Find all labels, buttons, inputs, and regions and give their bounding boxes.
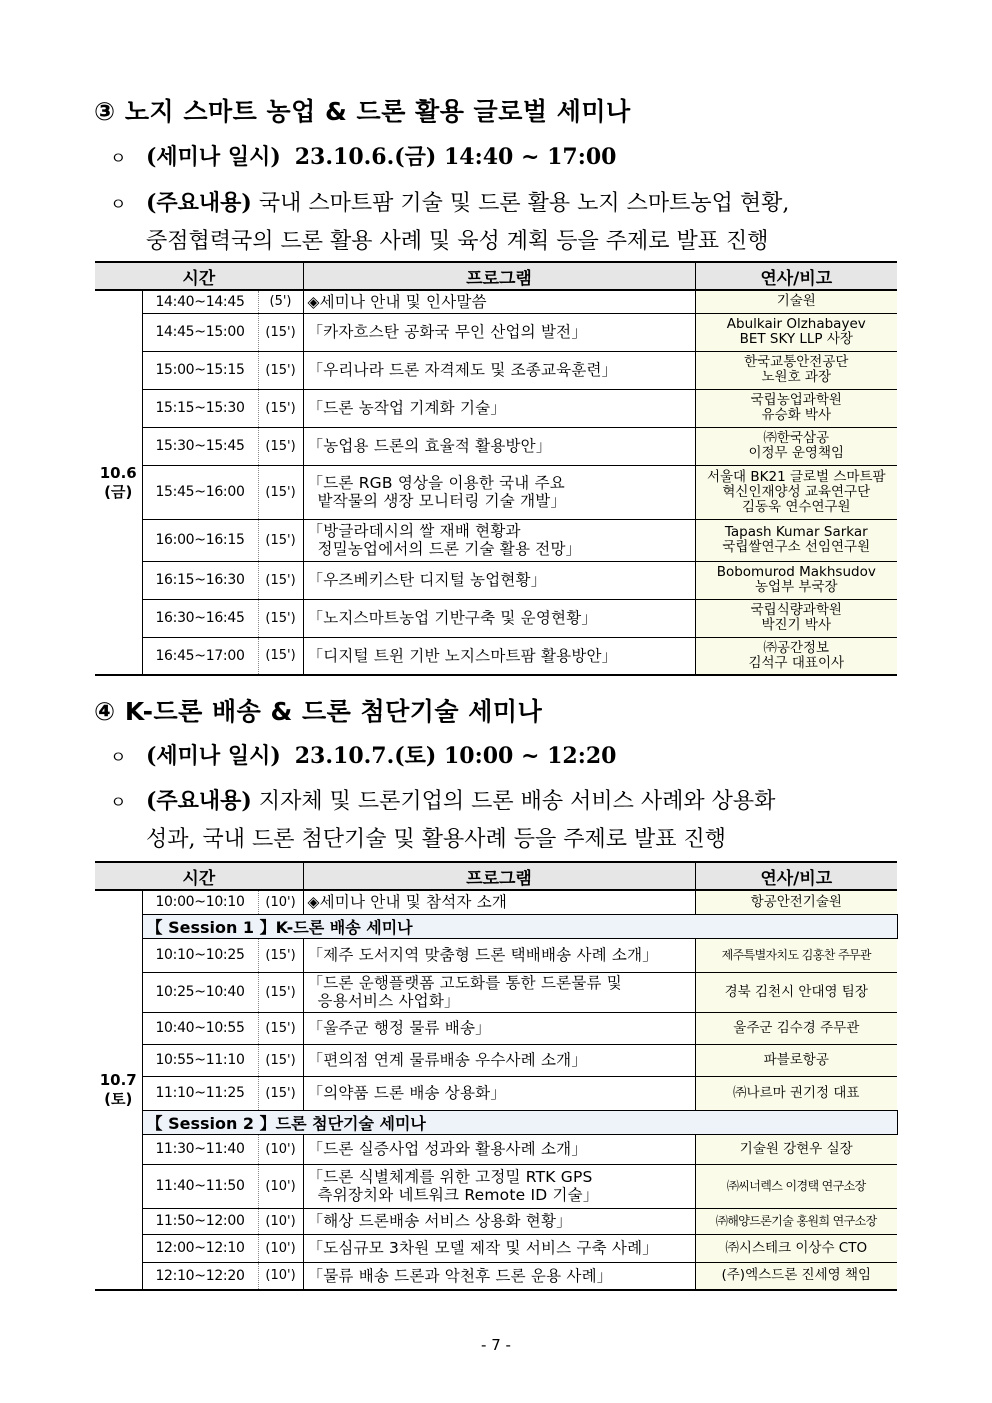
duration-cell: (15') (258, 427, 303, 465)
speaker-cell (695, 1208, 897, 1234)
table-row (95, 313, 897, 351)
speaker-line: 박진기 박사 (761, 617, 832, 633)
program-title-line: 「드론 농작업 기계화 기술」 (307, 399, 507, 417)
bullet-mark: ㅇ (110, 793, 127, 813)
time-cell: 10:00~10:10 (142, 890, 258, 914)
program-title-line: ◈세미나 안내 및 인사말씀 (307, 292, 487, 311)
table-row (95, 890, 897, 914)
time-cell: 11:40~11:50 (142, 1164, 258, 1208)
program-title-line: 밭작물의 생장 모니터링 기술 개발」 (317, 492, 567, 510)
duration-cell: (10') (258, 1134, 303, 1164)
program-title-line: 「편의점 연계 물류배송 우수사례 소개」 (307, 1051, 588, 1069)
program-title-line: 「해상 드론배송 서비스 상용화 현황」 (307, 1212, 572, 1230)
session-title: 【 Session 2 】드론 첨단기술 세미나 (142, 1110, 897, 1134)
time-cell: 12:10~12:20 (142, 1262, 258, 1290)
speaker-cell (695, 519, 897, 561)
program-title-line: 측위장치와 네트워크 Remote ID 기술」 (317, 1186, 599, 1204)
speaker-line: 기술원 강현우 실장 (739, 1140, 853, 1157)
header-speaker: 연사/비고 (695, 862, 897, 890)
time-cell: 11:50~12:00 (142, 1208, 258, 1234)
speaker-line: Tapash Kumar Sarkar (724, 524, 868, 540)
program-title-cell (303, 561, 695, 599)
duration-cell: (15') (258, 972, 303, 1012)
duration-cell: (10') (258, 1262, 303, 1290)
session-title: 【 Session 1 】K-드론 배송 세미나 (142, 914, 897, 938)
program-title-line: ◈세미나 안내 및 참석자 소개 (307, 893, 508, 912)
program-title-cell (303, 313, 695, 351)
table-row (95, 1164, 897, 1208)
time-cell: 10:55~11:10 (142, 1044, 258, 1076)
speaker-cell (695, 1164, 897, 1208)
program-title-line: 「드론 운행플랫폼 고도화를 통한 드론물류 및 (307, 974, 622, 992)
speaker-line: ㈜씨너렉스 이경택 연구소장 (726, 1178, 866, 1193)
section3-program-table (95, 261, 897, 676)
duration-cell: (5') (258, 290, 303, 313)
speaker-line: 혁신인재양성 교육연구단 (722, 483, 871, 500)
program-title-cell (303, 465, 695, 519)
speaker-line: (주)엑스드론 진세영 책임 (721, 1267, 872, 1284)
bullet-mark: ㅇ (110, 149, 127, 169)
speaker-line: ㈜시스테크 이상수 CTO (725, 1239, 868, 1256)
program-title-cell (303, 1134, 695, 1164)
speaker-line: Bobomurod Makhsudov (716, 564, 876, 580)
table-row (95, 1134, 897, 1164)
table-row (95, 389, 897, 427)
section3-heading: ③ 노지 스마트 농업 & 드론 활용 글로벌 세미나 (94, 97, 631, 126)
speaker-line: BET SKY LLP 사장 (739, 331, 853, 347)
program-title-cell (303, 1012, 695, 1044)
program-title-line: 「디지털 트윈 기반 노지스마트팜 활용방안」 (307, 646, 618, 665)
section3-content (110, 186, 789, 217)
speaker-line: 김석구 대표이사 (748, 654, 845, 671)
speaker-cell (695, 351, 897, 389)
program-title-line: 「방글라데시의 쌀 재배 현황과 (307, 522, 521, 540)
program-title-line: 「의약품 드론 배송 상용화」 (307, 1084, 507, 1102)
speaker-cell (695, 290, 897, 313)
session-row (95, 914, 897, 938)
section4-schedule (110, 739, 616, 770)
speaker-line: ㈜한국삼공 (763, 430, 830, 446)
date-line: (토) (104, 1090, 133, 1108)
program-title-cell (303, 1262, 695, 1290)
program-title-line: 「제주 도서지역 맞춤형 드론 택배배송 사례 소개」 (307, 946, 658, 964)
section4-program-table (95, 861, 898, 1291)
program-title-cell (303, 427, 695, 465)
program-title-line: 「우리나라 드론 자격제도 및 조종교육훈련」 (307, 361, 618, 379)
program-title-line: 정밀농업에서의 드론 기술 활용 전망」 (317, 540, 582, 558)
speaker-cell (695, 1076, 897, 1110)
section4-content (110, 784, 775, 815)
speaker-line: 노원호 과장 (761, 369, 832, 385)
content-line1: 지자체 및 드론기업의 드론 배송 서비스 사례와 상용화 (258, 789, 776, 814)
program-title-line: 「물류 배송 드론과 악천후 드론 운용 사례」 (307, 1266, 613, 1285)
time-cell: 16:00~16:15 (142, 519, 258, 561)
date-line: (금) (104, 482, 133, 501)
program-title-cell (303, 890, 695, 914)
speaker-cell (695, 599, 897, 637)
program-title-cell (303, 637, 695, 675)
speaker-line: ㈜해양드론기술 홍원희 연구소장 (715, 1213, 877, 1228)
time-cell: 15:45~16:00 (142, 465, 258, 519)
header-program: 프로그램 (303, 262, 695, 290)
duration-cell: (15') (258, 313, 303, 351)
speaker-cell (695, 389, 897, 427)
speaker-line: ㈜나르마 권기정 대표 (733, 1084, 860, 1101)
table-row (95, 1012, 897, 1044)
header-speaker: 연사/비고 (695, 262, 897, 290)
program-title-line: 응용서비스 사업화」 (317, 992, 460, 1010)
speaker-cell (695, 972, 897, 1012)
time-cell: 16:45~17:00 (142, 637, 258, 675)
table-row (95, 938, 897, 972)
section3-content-line2: 중점협력국의 드론 활용 사례 및 육성 계획 등을 주제로 발표 진행 (146, 229, 769, 254)
speaker-line: 기술원 (776, 293, 816, 310)
duration-cell: (10') (258, 1208, 303, 1234)
program-title-cell (303, 1076, 695, 1110)
time-cell: 16:15~16:30 (142, 561, 258, 599)
section4-content-line2: 성과, 국내 드론 첨단기술 및 활용사례 등을 주제로 발표 진행 (146, 827, 726, 852)
program-title-line: 「도심규모 3차원 모델 제작 및 서비스 구축 사례」 (307, 1239, 658, 1257)
program-title-line: 「노지스마트농업 기반구축 및 운영현황」 (307, 609, 598, 627)
speaker-line: 국립쌀연구소 선임연구원 (722, 539, 871, 555)
table-row (95, 1234, 897, 1262)
table-row (95, 1076, 897, 1110)
date-line: 10.6 (99, 463, 137, 482)
time-cell: 11:30~11:40 (142, 1134, 258, 1164)
table-row (95, 351, 897, 389)
speaker-line: 농업부 부국장 (754, 579, 838, 595)
speaker-line: 항공안전기술원 (750, 893, 842, 910)
speaker-line: 국립식량과학원 (750, 602, 842, 618)
table-row (95, 972, 897, 1012)
schedule-lead: (세미나 일시) (146, 743, 281, 769)
speaker-cell (695, 637, 897, 675)
schedule-value: 23.10.7.(토) 10:00 ~ 12:20 (294, 743, 617, 769)
schedule-value: 23.10.6.(금) 14:40 ~ 17:00 (294, 144, 617, 170)
date-cell (95, 290, 142, 675)
duration-cell: (10') (258, 1234, 303, 1262)
program-title-cell (303, 519, 695, 561)
speaker-line: 파블로항공 (763, 1051, 829, 1068)
header-time: 시간 (95, 262, 303, 290)
program-title-line: 「울주군 행정 물류 배송」 (307, 1019, 491, 1037)
speaker-cell (695, 890, 897, 914)
table-row (95, 465, 897, 519)
table-row (95, 599, 897, 637)
content-lead: (주요내용) (146, 788, 252, 814)
program-title-cell (303, 389, 695, 427)
program-title-line: 「우즈베키스탄 디지털 농업현황」 (307, 571, 547, 589)
time-cell: 15:30~15:45 (142, 427, 258, 465)
content-lead: (주요내용) (146, 190, 252, 216)
duration-cell: (15') (258, 519, 303, 561)
speaker-line: 이정무 운영책임 (748, 445, 845, 461)
time-cell: 10:40~10:55 (142, 1012, 258, 1044)
speaker-cell (695, 938, 897, 972)
content-line1: 국내 스마트팜 기술 및 드론 활용 노지 스마트농업 현황, (258, 191, 790, 216)
duration-cell: (15') (258, 1076, 303, 1110)
table-row (95, 637, 897, 675)
table-row (95, 427, 897, 465)
program-title-line: 「드론 실증사업 성과와 활용사례 소개」 (307, 1140, 588, 1158)
bullet-mark: ㅇ (110, 195, 127, 215)
speaker-cell (695, 1262, 897, 1290)
speaker-line: ㈜공간정보 (763, 639, 830, 656)
page-number: - 7 - (481, 1336, 511, 1354)
speaker-cell (695, 561, 897, 599)
table-row (95, 1044, 897, 1076)
duration-cell: (10') (258, 1164, 303, 1208)
program-title-cell (303, 351, 695, 389)
program-title-cell (303, 1164, 695, 1208)
speaker-line: 제주특별자치도 김홍찬 주무관 (721, 947, 871, 962)
program-title-cell (303, 972, 695, 1012)
duration-cell: (15') (258, 465, 303, 519)
speaker-cell (695, 1012, 897, 1044)
table-row (95, 519, 897, 561)
speaker-line: 국립농업과학원 (750, 392, 842, 408)
table-row (95, 561, 897, 599)
bullet-mark: ㅇ (110, 748, 127, 768)
time-cell: 11:10~11:25 (142, 1076, 258, 1110)
header-program: 프로그램 (303, 862, 695, 890)
time-cell: 15:00~15:15 (142, 351, 258, 389)
time-cell: 10:25~10:40 (142, 972, 258, 1012)
table-row (95, 1262, 897, 1290)
duration-cell: (15') (258, 599, 303, 637)
speaker-line: 울주군 김수경 주무관 (733, 1019, 860, 1036)
program-title-cell (303, 1044, 695, 1076)
time-cell: 14:40~14:45 (142, 290, 258, 313)
speaker-line: 유승화 박사 (761, 407, 832, 423)
duration-cell: (15') (258, 938, 303, 972)
time-cell: 12:00~12:10 (142, 1234, 258, 1262)
program-title-cell (303, 1234, 695, 1262)
program-title-line: 「농업용 드론의 효율적 활용방안」 (307, 437, 552, 455)
speaker-cell (695, 465, 897, 519)
speaker-line: 서울대 BK21 글로벌 스마트팜 (706, 468, 886, 485)
duration-cell: (15') (258, 1012, 303, 1044)
table-row (95, 290, 897, 313)
time-cell: 16:30~16:45 (142, 599, 258, 637)
speaker-cell (695, 427, 897, 465)
schedule-lead: (세미나 일시) (146, 144, 281, 170)
header-time: 시간 (95, 862, 303, 890)
session-row (95, 1110, 897, 1134)
duration-cell: (10') (258, 890, 303, 914)
duration-cell: (15') (258, 351, 303, 389)
program-title-line: 「카자흐스탄 공화국 무인 산업의 발전」 (307, 323, 588, 341)
program-title-cell (303, 290, 695, 313)
time-cell: 15:15~15:30 (142, 389, 258, 427)
duration-cell: (15') (258, 389, 303, 427)
table-row (95, 1208, 897, 1234)
speaker-cell (695, 313, 897, 351)
speaker-cell (695, 1134, 897, 1164)
duration-cell: (15') (258, 637, 303, 675)
speaker-line: Abulkair Olzhabayev (726, 316, 866, 332)
duration-cell: (15') (258, 561, 303, 599)
program-title-line: 「드론 식별체계를 위한 고정밀 RTK GPS (307, 1168, 593, 1186)
date-cell (95, 890, 142, 1290)
time-cell: 10:10~10:25 (142, 938, 258, 972)
program-title-cell (303, 938, 695, 972)
program-title-cell (303, 1208, 695, 1234)
speaker-line: 한국교통안전공단 (744, 354, 849, 370)
speaker-cell (695, 1044, 897, 1076)
section4-heading: ④ K-드론 배송 & 드론 첨단기술 세미나 (94, 697, 543, 726)
duration-cell: (15') (258, 1044, 303, 1076)
speaker-line: 경북 김천시 안대영 팀장 (724, 983, 868, 1000)
speaker-cell (695, 1234, 897, 1262)
speaker-line: 김동욱 연수연구원 (741, 498, 851, 515)
date-line: 10.7 (99, 1071, 137, 1089)
time-cell: 14:45~15:00 (142, 313, 258, 351)
program-title-line: 「드론 RGB 영상을 이용한 국내 주요 (307, 474, 565, 492)
program-title-cell (303, 599, 695, 637)
section3-schedule (110, 140, 616, 171)
